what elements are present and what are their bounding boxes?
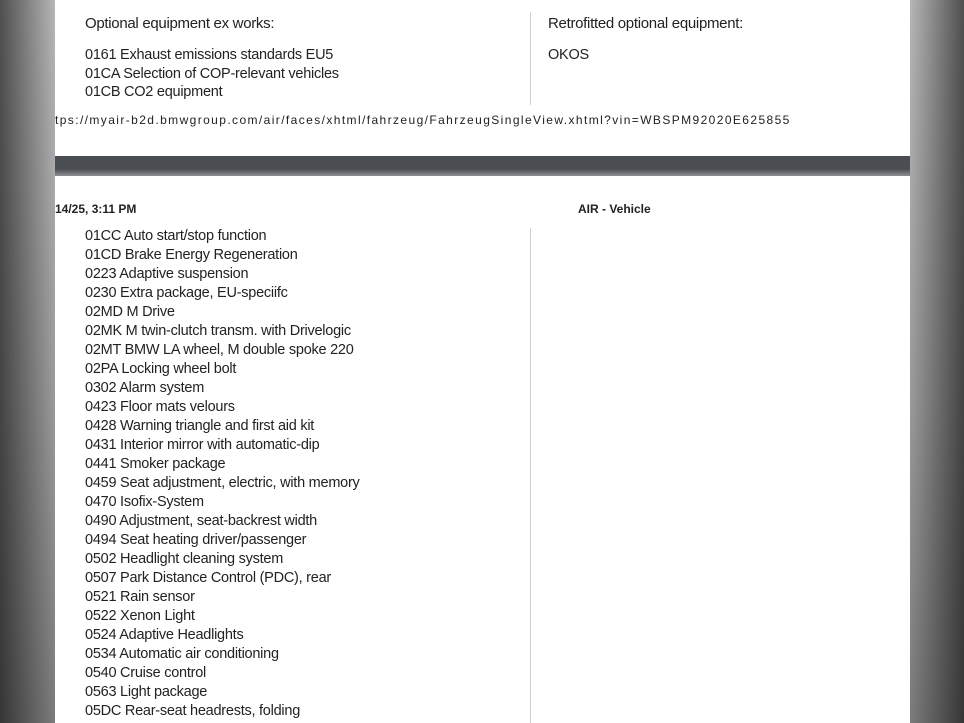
- equipment-ex-works-list: [85, 46, 339, 102]
- equipment-item: 0302 Alarm system: [85, 380, 205, 396]
- equipment-item: 0490 Adjustment, seat-backrest width: [85, 513, 317, 529]
- column-divider: [530, 228, 531, 723]
- equipment-item: 0223 Adaptive suspension: [85, 266, 249, 282]
- equipment-item: 01CA Selection of COP-relevant vehicles: [85, 65, 339, 82]
- equipment-item: 02MD M Drive: [85, 304, 175, 320]
- equipment-item: 0563 Light package: [85, 684, 208, 700]
- equipment-item: 02PA Locking wheel bolt: [85, 361, 237, 377]
- equipment-item: 01CC Auto start/stop function: [85, 228, 267, 244]
- retrofitted-item: OKOS: [548, 47, 589, 63]
- equipment-item: 0161 Exhaust emissions standards EU5: [85, 47, 334, 63]
- printed-page-2: [55, 176, 910, 723]
- equipment-item: 0540 Cruise control: [85, 665, 206, 681]
- equipment-item: 0459 Seat adjustment, electric, with memory: [85, 475, 360, 491]
- equipment-item: 0494 Seat heating driver/passenger: [85, 532, 307, 548]
- equipment-item: 01CD Brake Energy Regeneration: [85, 247, 298, 263]
- retrofitted-equipment-heading: Retrofitted optional equipment:: [548, 15, 743, 32]
- equipment-item: 0534 Automatic air conditioning: [85, 646, 279, 662]
- equipment-item: 05DC Rear-seat headrests, folding: [85, 703, 301, 719]
- equipment-item: 02MT BMW LA wheel, M double spoke 220: [85, 342, 354, 358]
- equipment-item: 0423 Floor mats velours: [85, 399, 235, 415]
- print-header-title: AIR - Vehicle: [578, 202, 651, 216]
- print-footer-url: tps://myair-b2d.bmwgroup.com/air/faces/xhtml/fahrzeug/FahrzeugSingleView.xhtml?vin=WBSPM92020E625855: [55, 113, 791, 127]
- print-header-datetime: 14/25, 3:11 PM: [55, 202, 137, 216]
- vignette-right: [910, 0, 964, 723]
- equipment-item: 0507 Park Distance Control (PDC), rear: [85, 570, 331, 586]
- printed-page-1: [55, 0, 910, 156]
- equipment-item: 0524 Adaptive Headlights: [85, 627, 244, 643]
- equipment-item: 0230 Extra package, EU-speciifc: [85, 285, 288, 301]
- column-divider: [530, 12, 531, 105]
- equipment-item: 0522 Xenon Light: [85, 608, 195, 624]
- equipment-item: 0502 Headlight cleaning system: [85, 551, 284, 567]
- equipment-item: 0521 Rain sensor: [85, 589, 195, 605]
- equipment-ex-works-list: [85, 227, 360, 721]
- page-gap: [55, 156, 910, 176]
- equipment-item: 0470 Isofix-System: [85, 494, 204, 510]
- vignette-left: [0, 0, 55, 723]
- equipment-item: 0441 Smoker package: [85, 456, 226, 472]
- equipment-ex-works-heading: Optional equipment ex works:: [85, 15, 275, 32]
- equipment-item: 0431 Interior mirror with automatic-dip: [85, 437, 320, 453]
- equipment-item: 02MK M twin-clutch transm. with Drivelogic: [85, 323, 351, 339]
- retrofitted-equipment-list: [548, 46, 589, 65]
- equipment-item: 01CB CO2 equipment: [85, 84, 223, 100]
- equipment-item: 0428 Warning triangle and first aid kit: [85, 418, 315, 434]
